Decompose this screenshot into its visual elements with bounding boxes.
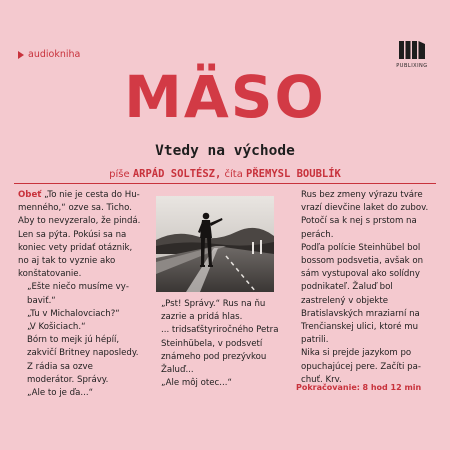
paragraph: „Tu v Michalovciach?“	[27, 308, 120, 319]
text-column-2	[152, 298, 282, 390]
audiobook-badge	[18, 49, 80, 60]
play-triangle-icon	[18, 51, 24, 59]
paragraph: ... tridsaťštyriročného Petra Steinhübela, v podsvetí známeho pod prezývkou Žaluď...	[161, 325, 279, 376]
credits-line	[0, 168, 450, 180]
paragraph-text: „To nie je cesta do Humenného,“ ozve sa. Ticho. Aby to nevyzeralo, že pindá. Len sa pýta. Pokúsi sa na koniec vety pridať otáznik, no aj tak to vyznie ako konštatovanie.	[18, 190, 141, 280]
author-prefix: píše	[109, 169, 130, 180]
duration-label: Pokračovanie:	[296, 383, 360, 392]
paragraph: „V Košiciach.“	[27, 322, 86, 333]
paragraph: „Ale to je ďa...“	[27, 388, 94, 399]
photo-scene	[156, 196, 274, 292]
paragraph: Nika si prejde jazykom po opuchajúcej pere. Začíti pachuť. Krv.	[301, 348, 421, 385]
divider-rule	[14, 183, 436, 184]
roadside-photo-illustration	[156, 196, 274, 292]
paragraph: Podľa polície Steinhübel bol bossom podsvetia, avšak on sám vystupoval ako solídny podnikateľ. Žaluď bol zastrelený v objekte Bratislavských mraziarní na Trenčianskej ulici, ktoré mu patrili.	[301, 242, 424, 346]
paragraph-lead: Obeť	[18, 190, 42, 200]
duration-line	[296, 383, 436, 392]
paragraph: Rus bez zmeny výrazu tváre vrazí dievčine laket do zubov. Potočí sa k nej s prstom na perách.	[301, 190, 429, 240]
paragraph: „Ale môj otec...“	[161, 378, 232, 389]
text-column-1	[18, 189, 142, 400]
paragraph: Bórn to mejk jú hépíí, zakvičí Britney naposledy. Z rádia sa ozve moderátor. Správy.	[27, 335, 139, 385]
book-stack-logo-icon	[397, 39, 427, 61]
reader-prefix: číta	[224, 169, 243, 180]
paragraph: „Ešte niečo musíme vybaviť.“	[27, 282, 129, 306]
book-subtitle: Vtedy na východe	[155, 143, 295, 159]
duration-value: 8 hod 12 min	[362, 383, 422, 392]
paragraph: „Pst! Správy.“ Rus na ňu zazrie a pridá hlas.	[161, 299, 266, 323]
text-column-3	[292, 189, 432, 387]
author-name: ARPÁD SOLTÉSZ,	[132, 168, 222, 180]
publisher-name: PUBLIXING	[396, 63, 428, 69]
book-title: MÄSO	[124, 63, 326, 131]
audiobook-label: audiokniha	[28, 49, 81, 60]
paragraph	[18, 189, 142, 281]
reader-name: PŘEMYSL BOUBLÍK	[246, 168, 341, 180]
